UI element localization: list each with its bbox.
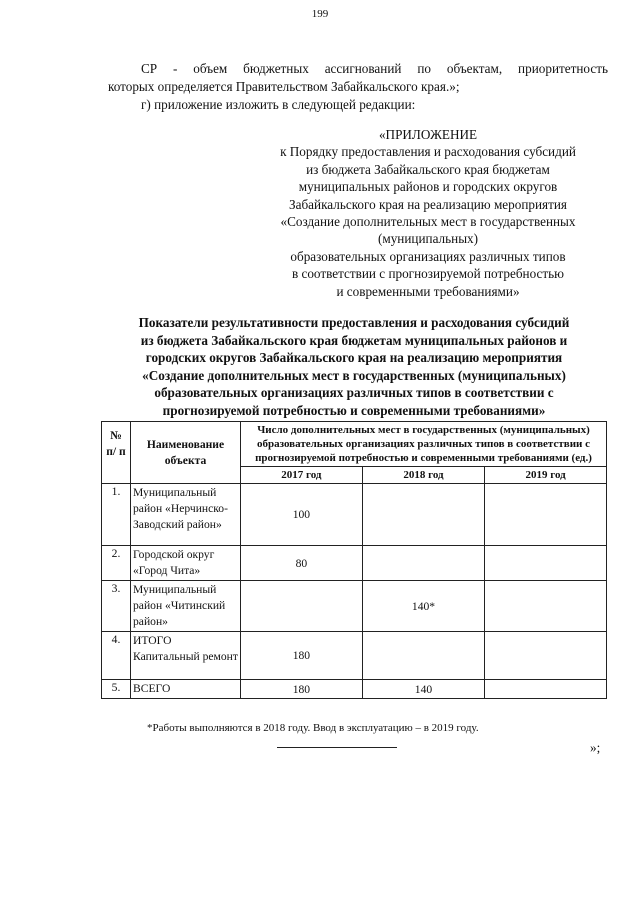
row-value-2019: [485, 680, 607, 699]
table-row: [102, 581, 607, 632]
indicators-table: [101, 421, 607, 699]
appendix-line: в соответствии с прогнозируемой потребностью: [291, 266, 565, 282]
header-year-2017: 2017 год: [241, 467, 363, 484]
appendix-line: образовательных организациях различных типов: [290, 248, 566, 264]
table-row: [102, 546, 607, 581]
row-value-2018: [362, 546, 484, 581]
row-number: 5.: [102, 680, 131, 699]
row-object-name: Городской округ «Город Чита»: [131, 546, 241, 581]
footnote: *Работы выполняются в 2018 году. Ввод в эксплуатацию – в 2019 году.: [147, 722, 479, 734]
row-value-2019: [485, 581, 607, 632]
header-year-2018: 2018 год: [362, 467, 484, 484]
table-row: [102, 484, 607, 546]
table-row: [102, 680, 607, 699]
row-value-2018: 140: [362, 680, 484, 699]
heading-line: из бюджета Забайкальского края бюджетам муниципальных районов и: [140, 332, 568, 348]
appendix-line: «Создание дополнительных мест в государственных: [280, 214, 576, 230]
appendix-line: из бюджета Забайкальского края бюджетам: [306, 161, 550, 177]
appendix-header: [240, 126, 616, 300]
row-value-2018: [362, 484, 484, 546]
heading-line: прогнозируемой потребностью и современными требованиями»: [162, 402, 546, 418]
header-places-count: Число дополнительных мест в государственных (муниципальных) образовательных организациях различных типов в соответствии с прогнозируемой потребностью и современными требованиями (ед.): [241, 422, 607, 467]
row-value-2019: [485, 484, 607, 546]
heading-line: образовательных организациях различных типов в соответствии с: [154, 385, 554, 401]
table-header-row: [102, 422, 607, 467]
row-object-name: Муниципальный район «Нерчинско-Заводский район»: [131, 484, 241, 546]
appendix-line: муниципальных районов и городских округов: [298, 179, 558, 195]
heading-line: «Создание дополнительных мест в государственных (муниципальных): [142, 367, 566, 383]
row-value-2017: 180: [241, 680, 363, 699]
closing-quote: »;: [590, 740, 601, 755]
row-value-2018: [362, 632, 484, 680]
row-value-2017: 80: [241, 546, 363, 581]
signature-line: [277, 747, 397, 748]
heading-line: городских округов Забайкальского края на реализацию мероприятия: [145, 350, 563, 366]
paragraph-line: которых определяется Правительством Забайкальского края.»;: [108, 79, 460, 94]
row-value-2017: 180: [241, 632, 363, 680]
row-object-name: ИТОГО Капитальный ремонт: [131, 632, 241, 680]
row-value-2019: [485, 632, 607, 680]
appendix-line: и современными требованиями»: [336, 283, 520, 299]
paragraph-amendment: г) приложение изложить в следующей редакции:: [141, 97, 416, 112]
row-value-2017: [241, 581, 363, 632]
row-value-2017: 100: [241, 484, 363, 546]
row-object-name: Муниципальный район «Читинский район»: [131, 581, 241, 632]
row-number: 1.: [102, 484, 131, 546]
appendix-line: (муниципальных): [377, 231, 479, 247]
row-number: 3.: [102, 581, 131, 632]
row-value-2019: [485, 546, 607, 581]
header-number: № п/ п: [102, 422, 131, 484]
appendix-line: Забайкальского края на реализацию мероприятия: [288, 196, 568, 212]
header-object-name: Наименование объекта: [131, 422, 241, 484]
paragraph-line: СР - объем бюджетных ассигнований по объектам, приоритетность: [141, 61, 608, 76]
row-number: 2.: [102, 546, 131, 581]
appendix-line: «ПРИЛОЖЕНИЕ: [378, 127, 478, 142]
paragraph-cp-definition: [108, 60, 608, 96]
row-number: 4.: [102, 632, 131, 680]
table-row: [102, 632, 607, 680]
heading-line: Показатели результативности предоставления и расходования субсидий: [138, 315, 570, 330]
header-year-2019: 2019 год: [485, 467, 607, 484]
document-heading: [100, 314, 608, 420]
appendix-line: к Порядку предоставления и расходования субсидий: [280, 144, 576, 160]
row-value-2018: 140*: [362, 581, 484, 632]
page-number: 199: [311, 8, 329, 20]
row-object-name: ВСЕГО: [131, 680, 241, 699]
